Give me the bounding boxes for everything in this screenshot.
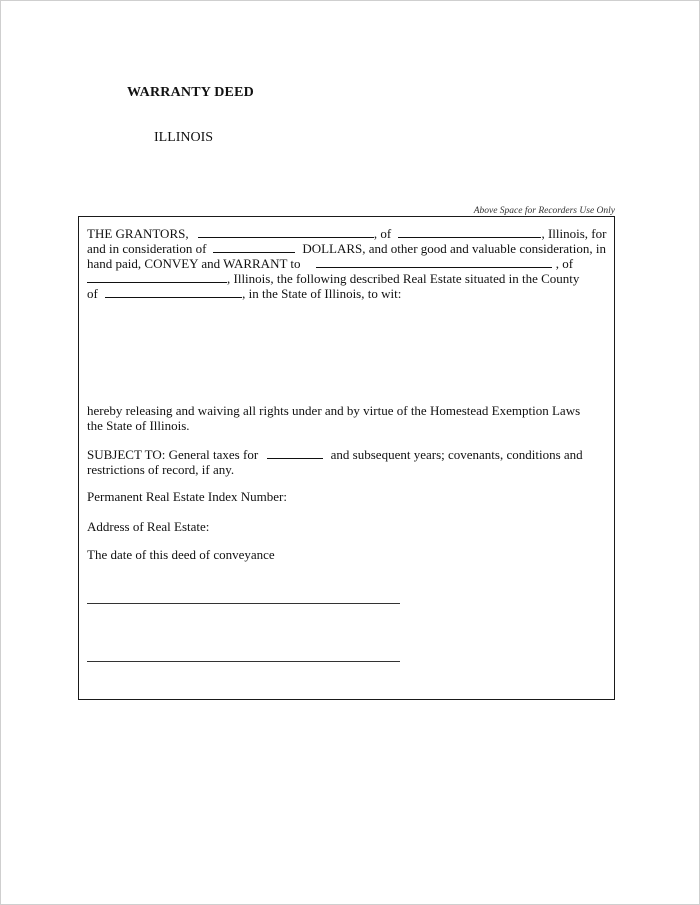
deed-body-box xyxy=(78,216,615,700)
grantee-city-blank[interactable] xyxy=(87,271,227,283)
grantee-name-blank[interactable] xyxy=(316,256,552,268)
homestead-line-1: hereby releasing and waiving all rights under and by virtue of the Homestead Exemption Laws xyxy=(87,403,581,418)
deed-title: WARRANTY DEED xyxy=(127,85,254,100)
address-label: Address of Real Estate: xyxy=(87,519,210,534)
subject-to-line-2: restrictions of record, if any. xyxy=(87,462,235,477)
grantors-illinois-label: , Illinois, for xyxy=(541,226,607,241)
consideration-label: and in consideration of xyxy=(87,241,207,256)
tax-year-blank[interactable] xyxy=(267,447,323,459)
county-of-label: of xyxy=(87,286,98,301)
grantors-city-blank[interactable] xyxy=(398,226,541,238)
grantors-label: THE GRANTORS, xyxy=(87,226,189,241)
convey-line xyxy=(87,256,606,271)
real-estate-label: , Illinois, the following described Real Estate situated in the County xyxy=(227,271,580,286)
grantors-line xyxy=(87,226,606,241)
signature-line-2[interactable] xyxy=(87,661,400,662)
real-estate-line xyxy=(87,271,606,286)
to-wit-label: , in the State of Illinois, to wit: xyxy=(242,286,402,301)
grantors-name-blank[interactable] xyxy=(198,226,374,238)
consideration-amount-blank[interactable] xyxy=(213,241,295,253)
convey-label: hand paid, CONVEY and WARRANT to xyxy=(87,256,301,271)
subject-to-label: SUBJECT TO: General taxes for xyxy=(87,447,259,462)
consideration-line xyxy=(87,241,606,256)
grantee-of-label: , of xyxy=(555,256,574,271)
date-label: The date of this deed of conveyance xyxy=(87,547,275,562)
recorder-note: Above Space for Recorders Use Only xyxy=(473,206,615,216)
county-line xyxy=(87,286,606,301)
dollars-label: DOLLARS, and other good and valuable consideration, in xyxy=(302,241,606,256)
county-blank[interactable] xyxy=(105,286,242,298)
signature-line-1[interactable] xyxy=(87,603,400,604)
subject-to-line-1 xyxy=(87,447,606,462)
subsequent-years-label: and subsequent years; covenants, conditions and xyxy=(330,447,583,462)
deed-state: ILLINOIS xyxy=(154,130,214,145)
homestead-line-2: the State of Illinois. xyxy=(87,418,190,433)
grantors-of-label: , of xyxy=(373,226,392,241)
pin-label: Permanent Real Estate Index Number: xyxy=(87,489,287,504)
